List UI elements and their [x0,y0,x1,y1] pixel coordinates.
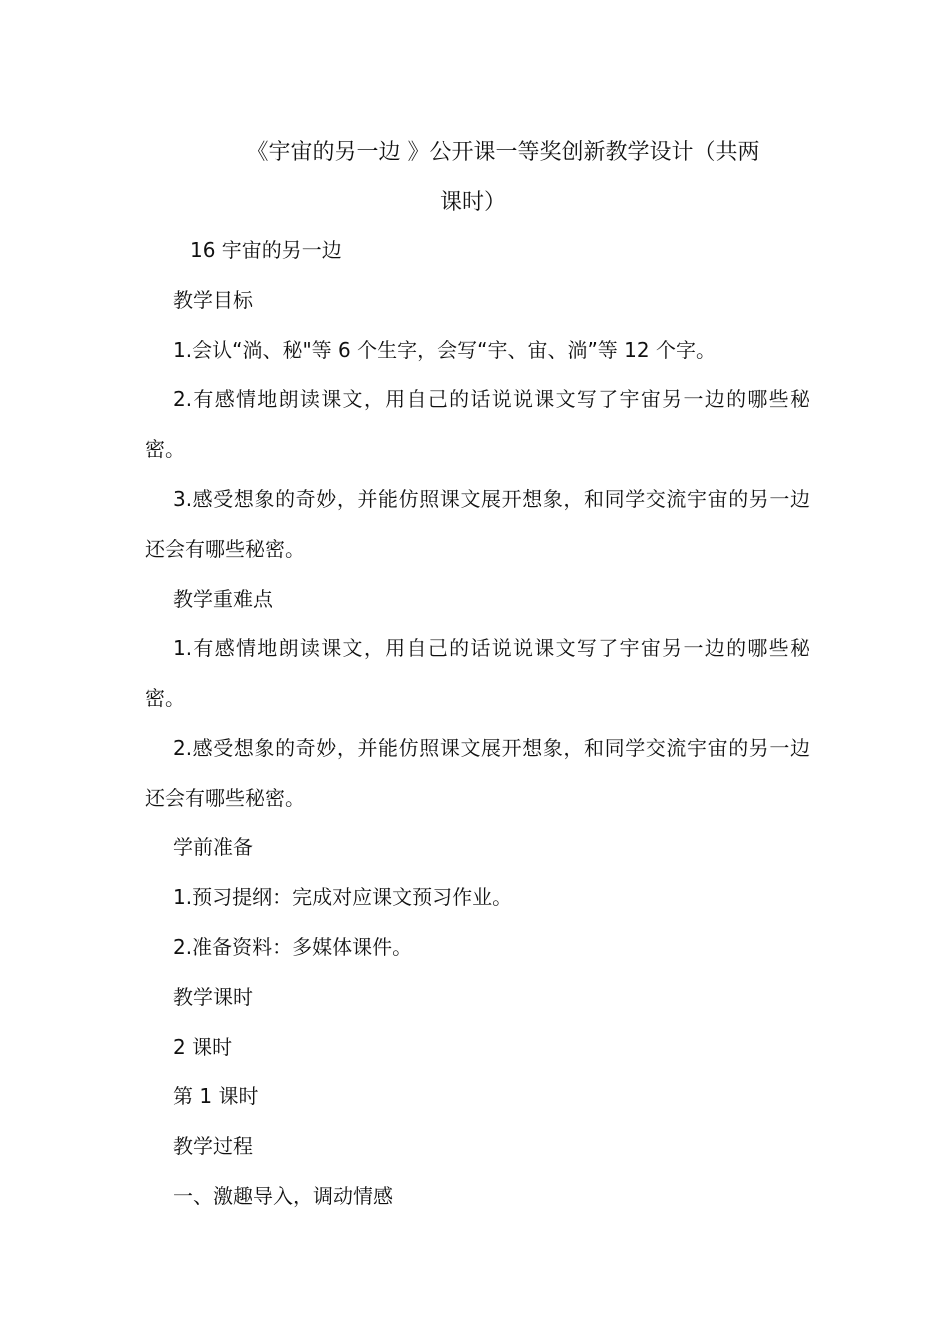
section-heading-goals: 教学目标 [173,288,253,312]
preparation-item-2: 2.准备资料：多媒体课件。 [173,935,413,959]
process-step-1: 一、激趣导入，调动情感 [173,1184,393,1208]
section-heading-preparation: 学前准备 [173,835,253,859]
title-line-2: 课时） [439,190,506,215]
periods-value: 2 课时 [173,1035,233,1059]
key-point-item-2: 2.感受想象的奇妙，并能仿照课文展开想象，和同学交流宇宙的另一边还会有哪些秘密。 [145,736,810,810]
section-heading-process: 教学过程 [173,1134,253,1158]
goal-item-2: 2.有感情地朗读课文，用自己的话说说课文写了宇宙另一边的哪些秘密。 [145,387,810,461]
section-heading-key-points: 教学重难点 [173,587,273,611]
goal-item-1: 1.会认“淌、秘"等 6 个生字，会写“宇、宙、淌”等 12 个字。 [173,338,716,362]
document-title [140,128,806,228]
goal-item-3: 3.感受想象的奇妙，并能仿照课文展开想象，和同学交流宇宙的另一边还会有哪些秘密。 [145,487,810,561]
lesson-heading: 16 宇宙的另一边 [190,238,342,262]
section-heading-periods: 教学课时 [173,985,253,1009]
preparation-item-1: 1.预习提纲：完成对应课文预习作业。 [173,885,513,909]
title-line-1: 《宇宙的另一边 》公开课一等奖创新教学设计（共两 [246,140,760,165]
period-1-heading: 第 1 课时 [173,1084,259,1108]
key-point-item-1: 1.有感情地朗读课文，用自己的话说说课文写了宇宙另一边的哪些秘密。 [145,636,810,710]
